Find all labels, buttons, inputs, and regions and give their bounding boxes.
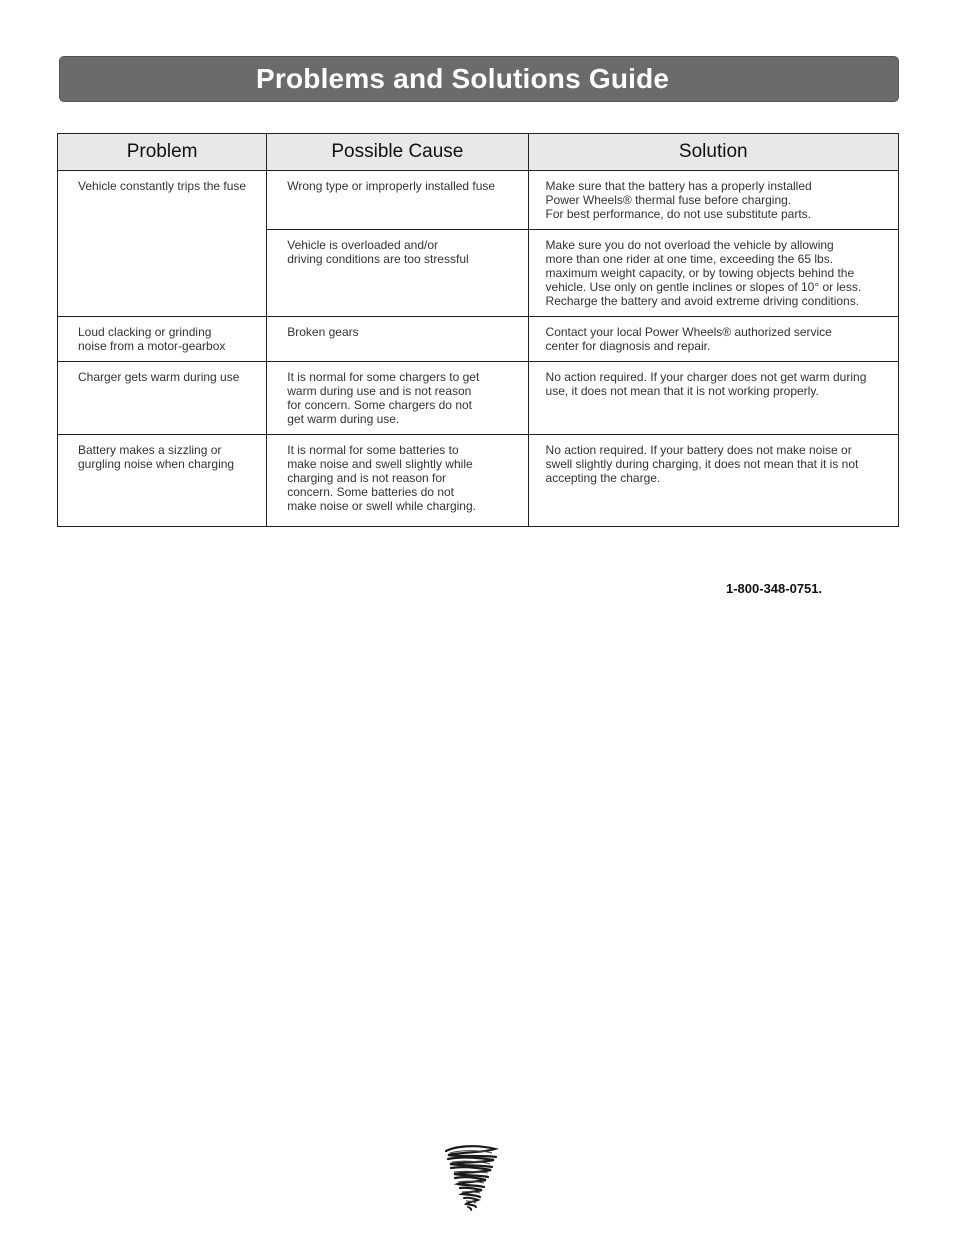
- table-header-row: [58, 134, 899, 171]
- column-header-cause: Possible Cause: [267, 134, 528, 171]
- solution-cell: Make sure that the battery has a properly installed Power Wheels® thermal fuse before charging. For best performance, do not use substitute parts.: [528, 171, 898, 230]
- problems-solutions-table: [57, 133, 899, 527]
- problem-cell: Charger gets warm during use: [58, 362, 267, 435]
- solution-cell: No action required. If your battery does not make noise or swell slightly during charging, it does not mean that it is not accepting the charge.: [528, 435, 898, 527]
- cause-cell: It is normal for some chargers to get warm during use and is not reason for concern. Some chargers do not get warm during use.: [267, 362, 528, 435]
- page-title: Problems and Solutions Guide: [256, 63, 670, 94]
- problem-cell: Loud clacking or grinding noise from a motor-gearbox: [58, 317, 267, 362]
- column-header-solution: Solution: [528, 134, 898, 171]
- support-phone-number: 1-800-348-0751.: [726, 581, 823, 596]
- table-row: [58, 435, 899, 527]
- title-banner: [59, 56, 899, 102]
- cause-cell: Broken gears: [267, 317, 528, 362]
- solution-cell: Make sure you do not overload the vehicle by allowing more than one rider at one time, exceeding the 65 lbs. maximum weight capacity, or by towing objects behind the vehicle. Use only on gentle inclines or slopes of 10° or less. Recharge the battery and avoid extreme driving conditions.: [528, 230, 898, 317]
- table-row: [58, 317, 899, 362]
- scribble-tornado-logo-icon: [440, 1143, 500, 1211]
- column-header-problem: Problem: [58, 134, 267, 171]
- solution-cell: No action required. If your charger does not get warm during use, it does not mean that it is not working properly.: [528, 362, 898, 435]
- table-row: [58, 362, 899, 435]
- solution-cell: Contact your local Power Wheels® authorized service center for diagnosis and repair.: [528, 317, 898, 362]
- cause-cell: Vehicle is overloaded and/or driving conditions are too stressful: [267, 230, 528, 317]
- problem-cell: Vehicle constantly trips the fuse: [58, 171, 267, 317]
- cause-cell: Wrong type or improperly installed fuse: [267, 171, 528, 230]
- cause-cell: It is normal for some batteries to make noise and swell slightly while charging and is not reason for concern. Some batteries do not make noise or swell while charging.: [267, 435, 528, 527]
- problem-cell: Battery makes a sizzling or gurgling noise when charging: [58, 435, 267, 527]
- table-row: [58, 171, 899, 230]
